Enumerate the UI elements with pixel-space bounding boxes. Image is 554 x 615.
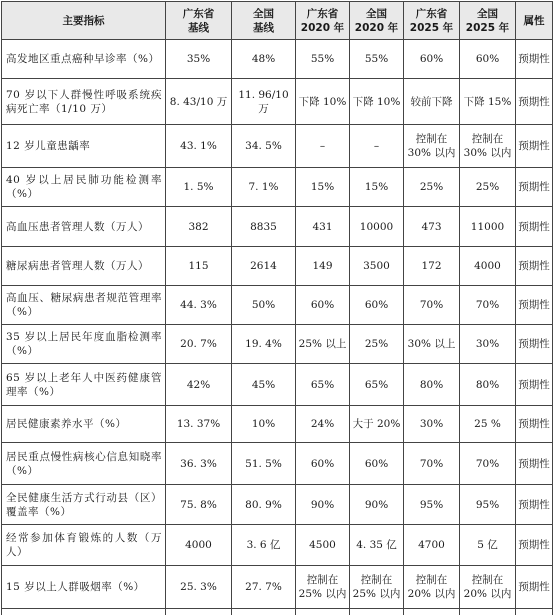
indicator-name: 高血压患者管理人数（万人） [2,207,166,247]
cn-2020-cell: 90% [350,485,404,525]
gd-2025-cell: 控制在 30% 以内 [404,125,460,168]
gd-2025-cell: 80% [404,364,460,406]
cn-baseline-cell: 45% [232,364,296,406]
cn-baseline-cell: 2614 [232,247,296,286]
gd-baseline-cell: 75. 8% [166,485,232,525]
header-attribute: 属性 [516,2,553,40]
gd-2020-cell: 4500 [296,525,350,566]
cn-baseline-cell: 51. 5% [232,443,296,485]
gd-baseline-cell: 115 [166,247,232,286]
cn-baseline-cell: 8835 [232,207,296,247]
cn-2025-cell: 70% [460,286,516,325]
indicator-name: 经常参加体育锻炼的人数（万人） [2,525,166,566]
cn-baseline-cell: 27. 7% [232,566,296,609]
gd-2020-cell: 60% [296,443,350,485]
indicator-name: 居民健康素养水平（%） [2,406,166,443]
header-gd-2020: 广东省 2020 年 [296,2,350,40]
cn-2025-cell: 控制在 30% 以内 [460,125,516,168]
cn-baseline-cell: 34. 5% [232,125,296,168]
gd-2020-cell: 24% [296,406,350,443]
gd-baseline-cell: 25. 3% [166,566,232,609]
cn-2020-cell: 大于 20% [350,406,404,443]
table-row [2,566,553,609]
table-row [2,325,553,364]
attribute-cell: 预期性 [516,247,553,286]
table-row [2,485,553,525]
indicator-name: 高血压、糖尿病患者规范管理率（%） [2,286,166,325]
gd-baseline-cell: 44. 3% [166,286,232,325]
empty-cell [350,609,404,615]
table-body [2,40,553,615]
attribute-cell: 预期性 [516,406,553,443]
gd-2020-cell: 下降 10% [296,79,350,125]
table-row [2,79,553,125]
cn-baseline-cell: 80. 9% [232,485,296,525]
cn-2020-cell: 4. 35 亿 [350,525,404,566]
header-cn-base: 全国 基线 [232,2,296,40]
gd-2020-cell: 60% [296,286,350,325]
gd-2025-cell: 473 [404,207,460,247]
gd-2020-cell: 55% [296,40,350,79]
gd-2020-cell: 431 [296,207,350,247]
cn-2025-cell: 5 亿 [460,525,516,566]
table-row [2,40,553,79]
empty-cell [166,609,232,615]
header-indicator: 主要指标 [2,2,166,40]
cn-2020-cell: 下降 10% [350,79,404,125]
gd-2025-cell: 30% [404,406,460,443]
table-row [2,286,553,325]
cn-2025-cell: 下降 15% [460,79,516,125]
indicator-name: 居民重点慢性病核心信息知晓率（%） [2,443,166,485]
table-header-row [2,2,553,40]
cn-2020-cell: 15% [350,168,404,207]
cn-2025-cell: 控制在 20% 以内 [460,566,516,609]
gd-2020-cell: 控制在 25% 以内 [296,566,350,609]
gd-2025-cell: 25% [404,168,460,207]
gd-2025-cell: 60% [404,40,460,79]
empty-cell [232,609,296,615]
table-row [2,247,553,286]
indicator-table [1,1,553,615]
table-row [2,364,553,406]
gd-2020-cell: 65% [296,364,350,406]
gd-2025-cell: 70% [404,443,460,485]
attribute-cell: 预期性 [516,364,553,406]
cn-2025-cell: 60% [460,40,516,79]
gd-2025-cell: 70% [404,286,460,325]
gd-baseline-cell: 8. 43/10 万 [166,79,232,125]
cn-baseline-cell: 7. 1% [232,168,296,207]
cn-2020-cell: 60% [350,443,404,485]
cn-baseline-cell: 48% [232,40,296,79]
cn-2020-cell: 3500 [350,247,404,286]
attribute-cell: 预期性 [516,325,553,364]
table-row [2,525,553,566]
attribute-cell: 预期性 [516,566,553,609]
attribute-cell: 预期性 [516,525,553,566]
gd-baseline-cell: 43. 1% [166,125,232,168]
header-gd-2025: 广东省 2025 年 [404,2,460,40]
table-row [2,168,553,207]
header-cn-2025: 全国 2025 年 [460,2,516,40]
gd-2020-cell: 25% 以上 [296,325,350,364]
gd-2020-cell: 15% [296,168,350,207]
indicator-name: 糖尿病患者管理人数（万人） [2,247,166,286]
header-cn-2020: 全国 2020 年 [350,2,404,40]
gd-2025-cell: 95% [404,485,460,525]
cn-2025-cell: 25 % [460,406,516,443]
cn-2025-cell: 70% [460,443,516,485]
cn-2020-cell: 65% [350,364,404,406]
gd-2020-cell: – [296,125,350,168]
indicator-name: 全民健康生活方式行动县（区）覆盖率（%） [2,485,166,525]
cn-baseline-cell: 11. 96/10 万 [232,79,296,125]
cn-2025-cell: 95% [460,485,516,525]
attribute-cell: 预期性 [516,443,553,485]
gd-baseline-cell: 35% [166,40,232,79]
cn-2025-cell: 11000 [460,207,516,247]
cn-2025-cell: 80% [460,364,516,406]
cn-2020-cell: – [350,125,404,168]
cn-2020-cell: 控制在 25% 以内 [350,566,404,609]
gd-baseline-cell: 382 [166,207,232,247]
attribute-cell: 预期性 [516,79,553,125]
gd-baseline-cell: 36. 3% [166,443,232,485]
gd-baseline-cell: 20. 7% [166,325,232,364]
indicator-name: 高发地区重点癌种早诊率（%） [2,40,166,79]
cn-2025-cell: 25% [460,168,516,207]
gd-2020-cell: 90% [296,485,350,525]
table-row [2,406,553,443]
table-row [2,609,553,615]
gd-baseline-cell: 1. 5% [166,168,232,207]
header-gd-base: 广东省 基线 [166,2,232,40]
indicator-name: 40 岁以上居民肺功能检测率（%） [2,168,166,207]
table-row [2,125,553,168]
attribute-cell: 预期性 [516,125,553,168]
table-row [2,443,553,485]
cn-2025-cell: 30% [460,325,516,364]
cn-2020-cell: 10000 [350,207,404,247]
gd-baseline-cell: 13. 37% [166,406,232,443]
gd-baseline-cell: 4000 [166,525,232,566]
attribute-cell: 预期性 [516,168,553,207]
indicator-name: 12 岁儿童患龋率 [2,125,166,168]
gd-2025-cell: 172 [404,247,460,286]
attribute-cell: 预期性 [516,207,553,247]
empty-cell [516,609,553,615]
empty-cell [404,609,460,615]
cn-2020-cell: 25% [350,325,404,364]
gd-2025-cell: 控制在 20% 以内 [404,566,460,609]
empty-cell [2,609,166,615]
attribute-cell: 预期性 [516,286,553,325]
table-row [2,207,553,247]
indicator-name: 65 岁以上老年人中医药健康管理率（%） [2,364,166,406]
cn-baseline-cell: 3. 6 亿 [232,525,296,566]
attribute-cell: 预期性 [516,485,553,525]
gd-2025-cell: 4700 [404,525,460,566]
gd-baseline-cell: 42% [166,364,232,406]
cn-2020-cell: 60% [350,286,404,325]
cn-baseline-cell: 50% [232,286,296,325]
gd-2020-cell: 149 [296,247,350,286]
empty-cell [296,609,350,615]
cn-baseline-cell: 10% [232,406,296,443]
gd-2025-cell: 30% 以上 [404,325,460,364]
indicator-name: 35 岁以上居民年度血脂检测率（%） [2,325,166,364]
cn-2020-cell: 55% [350,40,404,79]
cn-baseline-cell: 19. 4% [232,325,296,364]
indicator-name: 70 岁以下人群慢性呼吸系统疾病死亡率（1/10 万） [2,79,166,125]
indicator-name: 15 岁以上人群吸烟率（%） [2,566,166,609]
gd-2025-cell: 较前下降 [404,79,460,125]
empty-cell [460,609,516,615]
attribute-cell: 预期性 [516,40,553,79]
cn-2025-cell: 4000 [460,247,516,286]
